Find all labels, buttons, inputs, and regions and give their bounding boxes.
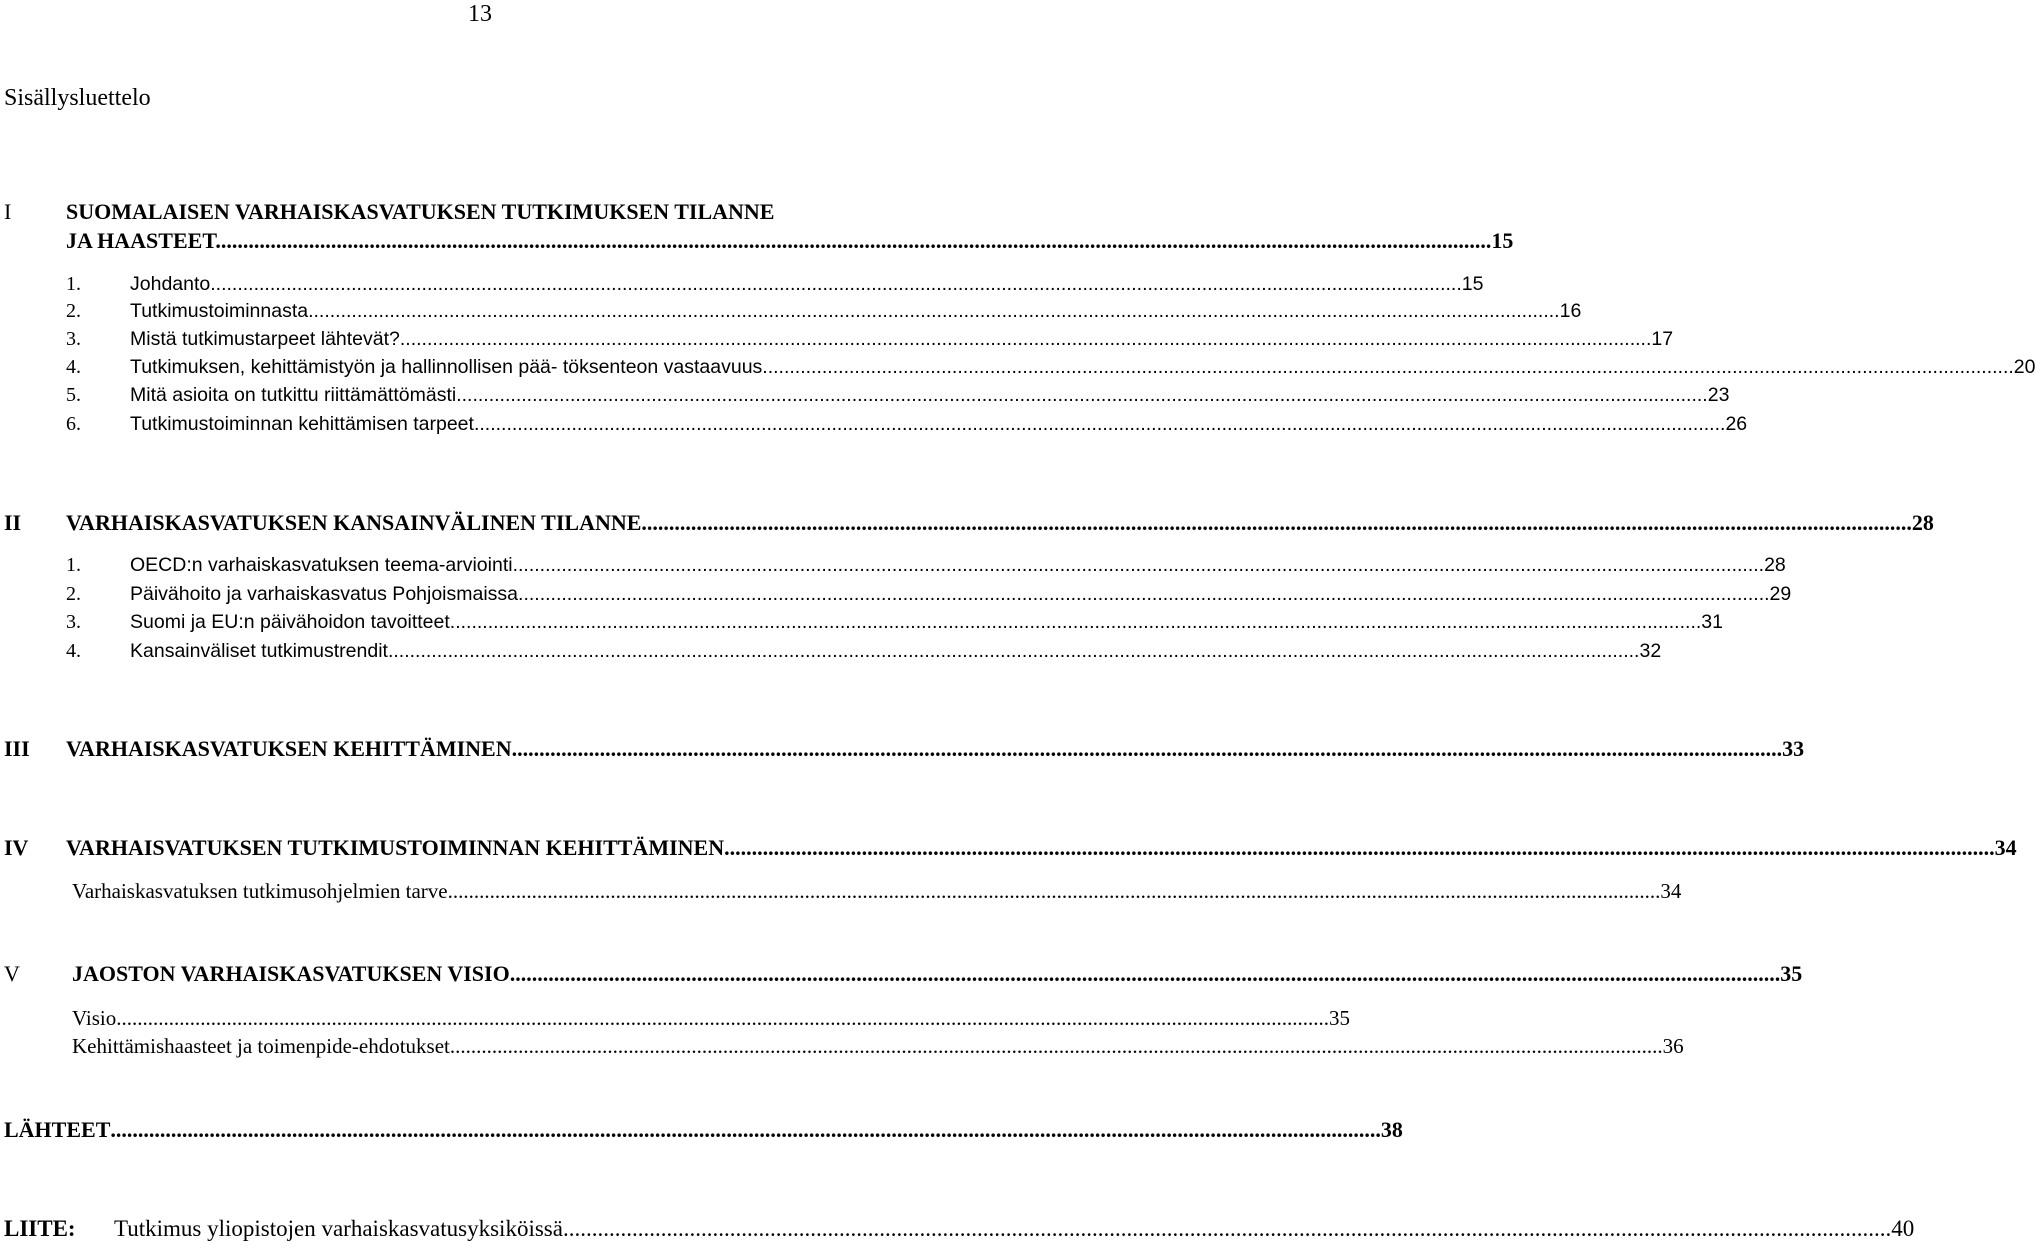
leader-dots: ....................................................................................................................................................................................................................................... <box>116 1006 1329 1030</box>
item-label: Tutkimustoiminnan kehittämisen tarpeet <box>130 413 474 435</box>
part-1-heading[interactable] <box>66 227 1514 255</box>
page-ref: 20 <box>2013 356 2036 378</box>
item-label: Varhaiskasvatuksen tutkimusohjelmien tarve <box>72 879 448 903</box>
leader-dots: ....................................................................................................................................................................................................................................... <box>509 961 1781 986</box>
page-ref: 34 <box>1994 835 2017 860</box>
page-ref: 28 <box>1764 554 1786 576</box>
part-1-heading-line1[interactable]: SUOMALAISEN VARHAISKASVATUKSEN TUTKIMUKSEN TILANNE <box>66 199 775 224</box>
part-3-roman: III <box>4 736 30 761</box>
page-ref: 31 <box>1701 611 1723 633</box>
page-ref: 36 <box>1662 1034 1684 1058</box>
leader-dots: ....................................................................................................................................................................................................................................... <box>449 611 1702 633</box>
part-2-heading[interactable] <box>66 509 1934 537</box>
leader-dots: ....................................................................................................................................................................................................................................... <box>387 640 1640 662</box>
page-ref: 32 <box>1639 640 1662 662</box>
page-ref: 26 <box>1725 413 1748 435</box>
leader-dots: ....................................................................................................................................................................................................................................... <box>456 384 1708 406</box>
part-4-roman: IV <box>4 835 29 860</box>
leader-dots: ....................................................................................................................................................................................................................................... <box>762 356 2014 378</box>
item-label: Visio <box>72 1006 117 1030</box>
item-number: 4. <box>66 356 81 378</box>
part-1-heading-line2: JA HAASTEET. <box>66 228 221 253</box>
part-5-roman: V <box>4 961 20 986</box>
item-label: Mitä asioita on tutkittu riittämättömästi <box>130 384 457 406</box>
part-3-heading[interactable] <box>66 735 1805 763</box>
page-ref: 17 <box>1651 328 1674 350</box>
item-number: 5. <box>66 384 81 406</box>
part-2-roman: II <box>4 510 22 535</box>
leader-dots: ....................................................................................................................................................................................................................................... <box>220 228 1492 253</box>
item-number: 3. <box>66 328 81 350</box>
page-ref: 40 <box>1891 1216 1915 1241</box>
part-5-heading-text: JAOSTON VARHAISKASVATUKSEN VISIO <box>72 961 510 986</box>
page-ref: 35 <box>1780 961 1803 986</box>
page-ref: 38 <box>1380 1117 1403 1142</box>
item-number: 6. <box>66 413 81 435</box>
item-number: 2. <box>66 583 81 605</box>
page-ref: 16 <box>1559 300 1582 322</box>
item-label: Kehittämishaasteet ja toimenpide-ehdotukset <box>72 1034 450 1058</box>
item-label: Suomi ja EU:n päivähoidon tavoitteet <box>130 611 450 633</box>
page-number: 13 <box>468 1 492 27</box>
part-1-roman: I <box>4 199 12 224</box>
toc-item-5-2[interactable] <box>72 1032 1684 1060</box>
page-ref: 29 <box>1769 583 1792 605</box>
item-number: 3. <box>66 611 81 633</box>
item-label: Johdanto <box>130 273 211 295</box>
item-number: 1. <box>66 273 81 295</box>
leader-dots: ....................................................................................................................................................................................................................................... <box>308 300 1560 322</box>
page-ref: 35 <box>1329 1006 1350 1030</box>
lahteet-entry[interactable] <box>4 1116 1403 1144</box>
part-4-heading[interactable] <box>66 834 2017 862</box>
item-label: Tutkimustoiminnasta <box>130 300 309 322</box>
liite-entry[interactable] <box>114 1214 1915 1244</box>
item-number: 2. <box>66 300 81 322</box>
leader-dots: ....................................................................................................................................................................................................................................... <box>562 1216 1892 1241</box>
leader-dots: ....................................................................................................................................................................................................................................... <box>449 1034 1663 1058</box>
page-ref: 23 <box>1707 384 1730 406</box>
item-label: Kansainväliset tutkimustrendit <box>130 640 388 662</box>
page-ref: 15 <box>1461 273 1484 295</box>
lahteet-label: LÄHTEET <box>4 1117 111 1142</box>
liite-text: Tutkimus yliopistojen varhaiskasvatusyksiköissä <box>114 1216 563 1241</box>
leader-dots: ....................................................................................................................................................................................................................................... <box>399 328 1652 350</box>
part-3-heading-text: VARHAISKASVATUKSEN KEHITTÄMINEN <box>66 736 512 761</box>
liite-label: LIITE: <box>4 1216 76 1241</box>
part-2-heading-text: VARHAISKASVATUKSEN KANSAINVÄLINEN TILANNE <box>66 510 642 535</box>
item-label: Tutkimuksen, kehittämistyön ja hallinnollisen pää- töksenteon vastaavuus <box>130 356 763 378</box>
leader-dots: ....................................................................................................................................................................................................................................... <box>110 1117 1381 1142</box>
leader-dots: ....................................................................................................................................................................................................................................... <box>641 510 1912 535</box>
leader-dots: ....................................................................................................................................................................................................................................... <box>473 413 1726 435</box>
page-ref: 34 <box>1660 879 1682 903</box>
part-4-heading-text: VARHAISVATUKSEN TUTKIMUSTOIMINNAN KEHITTÄMINEN <box>66 835 725 860</box>
item-number: 4. <box>66 640 81 662</box>
toc-item-5-1[interactable] <box>72 1004 1350 1032</box>
page-ref: 33 <box>1782 736 1805 761</box>
leader-dots: ....................................................................................................................................................................................................................................... <box>210 273 1462 295</box>
leader-dots: ....................................................................................................................................................................................................................................... <box>447 879 1661 903</box>
item-label: Päivähoito ja varhaiskasvatus Pohjoismaissa <box>130 583 519 605</box>
leader-dots: ....................................................................................................................................................................................................................................... <box>512 554 1765 576</box>
leader-dots: ....................................................................................................................................................................................................................................... <box>518 583 1770 605</box>
leader-dots: ....................................................................................................................................................................................................................................... <box>511 736 1783 761</box>
item-number: 1. <box>66 554 81 576</box>
part-5-heading[interactable] <box>72 960 1803 988</box>
item-label: OECD:n varhaiskasvatuksen teema-arviointi <box>130 554 513 576</box>
toc-item-4-1[interactable] <box>72 877 1682 905</box>
page-ref: 28 <box>1911 510 1934 535</box>
item-label: Mistä tutkimustarpeet lähtevät? <box>130 328 400 350</box>
leader-dots: ....................................................................................................................................................................................................................................... <box>724 835 1995 860</box>
page-ref: 15 <box>1491 228 1514 253</box>
toc-title: Sisällysluettelo <box>4 85 151 111</box>
